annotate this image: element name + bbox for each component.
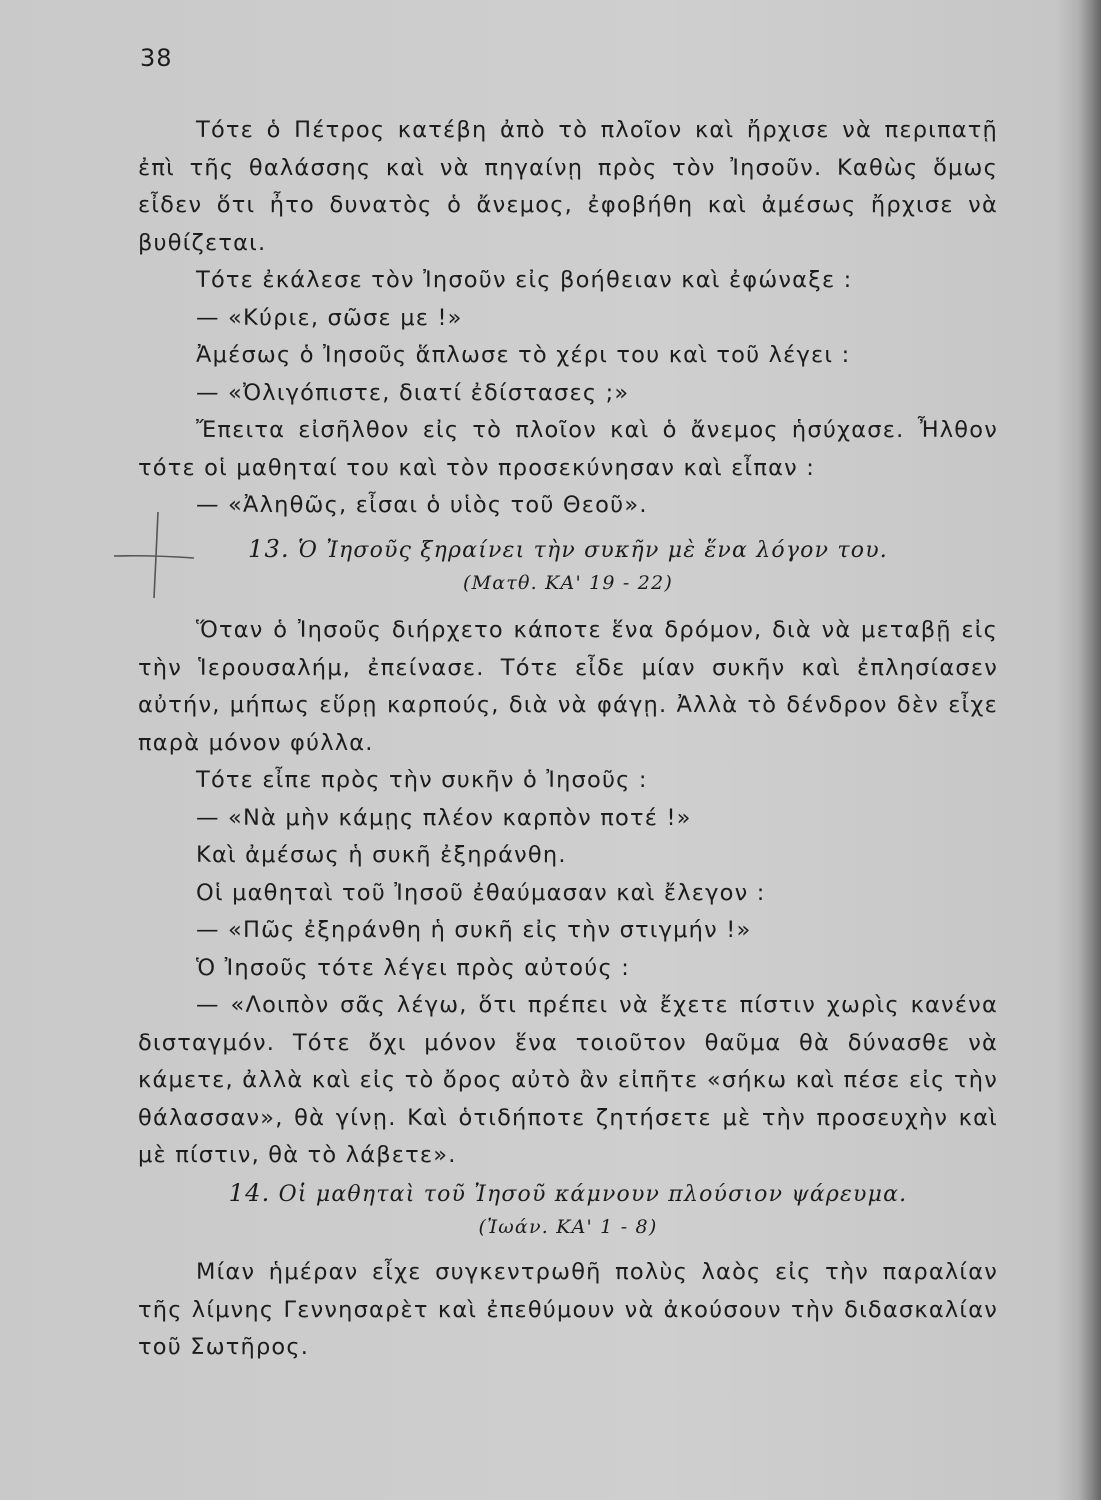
section-number: 13. <box>248 535 290 563</box>
dialogue-line: — «Ὀλιγόπιστε, διατί ἐδίστασες ;» <box>196 379 630 406</box>
scripture-reference: (Ματθ. ΚΑ' 19 - 22) <box>463 572 673 594</box>
paragraph: Οἱ μαθηταὶ τοῦ Ἰησοῦ ἐθαύμασαν καὶ ἔλεγον : <box>196 879 766 906</box>
page-edge-shadow <box>1079 0 1101 1500</box>
dialogue-line: — «Ἀληθῶς, εἶσαι ὁ υἱὸς τοῦ Θεοῦ». <box>196 492 648 518</box>
dialogue-line: — «Νὰ μὴν κάμῃς πλέον καρπὸν ποτέ !» <box>196 804 692 831</box>
page-number: 38 <box>140 44 173 72</box>
paragraph: Καὶ ἀμέσως ἡ συκῆ ἐξηράνθη. <box>196 842 567 868</box>
paragraph: Τότε ἐκάλεσε τὸν Ἰησοῦν εἰς βοήθειαν καὶ ἐφώναξε : <box>196 267 853 293</box>
paragraph: Ὁ Ἰησοῦς τότε λέγει πρὸς αὐτούς : <box>196 954 631 981</box>
text-block-fig-tree <box>138 612 998 1175</box>
section-heading-14 <box>138 1176 998 1242</box>
section-title: Ὁ Ἰησοῦς ξηραίνει τὴν συκῆν μὲ ἕνα λόγον του. <box>298 538 888 563</box>
paragraph: Ὅταν ὁ Ἰησοῦς διήρχετο κάποτε ἕνα δρόμον, διὰ νὰ μεταβῇ εἰς τὴν Ἱερουσαλήμ, ἐπείνασε. Τότε εἶδε μίαν συκῆν καὶ ἐπλησίασεν αὐτήν, μήπως εὕρῃ καρπούς, διὰ νὰ φάγῃ. Ἀλλὰ τὸ δένδρον δὲν εἶχε παρὰ μόνον φύλλα. <box>138 617 998 756</box>
dialogue-line: — «Κύριε, σῶσε με !» <box>196 304 463 331</box>
text-block-peter <box>138 112 998 525</box>
paragraph: Ἀμέσως ὁ Ἰησοῦς ἅπλωσε τὸ χέρι του καὶ τοῦ λέγει : <box>196 342 851 368</box>
paragraph: Μίαν ἡμέραν εἶχε συγκεντρωθῆ πολὺς λαὸς εἰς τὴν παραλίαν τῆς λίμνης Γεννησαρὲτ καὶ ἐπεθύμουν νὰ ἀκούσουν τὴν διδασκαλίαν τοῦ Σωτῆρος. <box>138 1259 998 1360</box>
paragraph: Ἔπειτα εἰσῆλθον εἰς τὸ πλοῖον καὶ ὁ ἄνεμος ἡσύχασε. Ἦλθον τότε οἱ μαθηταί του καὶ τὸν προσεκύνησαν καὶ εἶπαν : <box>138 417 998 481</box>
dialogue-line: — «Πῶς ἐξηράνθη ἡ συκῆ εἰς τὴν στιγμήν !» <box>196 917 752 943</box>
section-title: Οἱ μαθηταὶ τοῦ Ἰησοῦ κάμνουν πλούσιον ψάρευμα. <box>278 1182 908 1207</box>
scripture-reference: (Ἰωάν. ΚΑ' 1 - 8) <box>478 1216 658 1238</box>
paragraph: Τότε ὁ Πέτρος κατέβη ἀπὸ τὸ πλοῖον καὶ ἤρχισε νὰ περιπατῇ ἐπὶ τῆς θαλάσσης καὶ νὰ πηγαίνῃ πρὸς τὸν Ἰησοῦν. Καθὼς ὅμως εἶδεν ὅτι ἦτο δυνατὸς ὁ ἄνεμος, ἐφοβήθη καὶ ἀμέσως ἤρχισε νὰ βυθίζεται. <box>138 117 998 256</box>
dialogue-line: — «Λοιπὸν σᾶς λέγω, ὅτι πρέπει νὰ ἔχετε πίστιν χωρὶς κανένα δισταγμόν. Τότε ὄχι μόνον ἕνα τοιοῦτον θαῦμα θὰ δύνασθε νὰ κάμετε, ἀλλὰ καὶ εἰς τὸ ὄρος αὐτὸ ἂν εἰπῆτε «σήκω καὶ πέσε εἰς τὴν θάλασσαν», θὰ γίνῃ. Καὶ ὁτιδήποτε ζητήσετε μὲ τὴν προσευχὴν καὶ μὲ πίστιν, θὰ τὸ λάβετε». <box>138 992 998 1168</box>
text-block-fishing <box>138 1254 998 1367</box>
section-heading-13 <box>138 532 998 598</box>
section-number: 14. <box>228 1179 271 1207</box>
paragraph: Τότε εἶπε πρὸς τὴν συκῆν ὁ Ἰησοῦς : <box>196 767 648 793</box>
